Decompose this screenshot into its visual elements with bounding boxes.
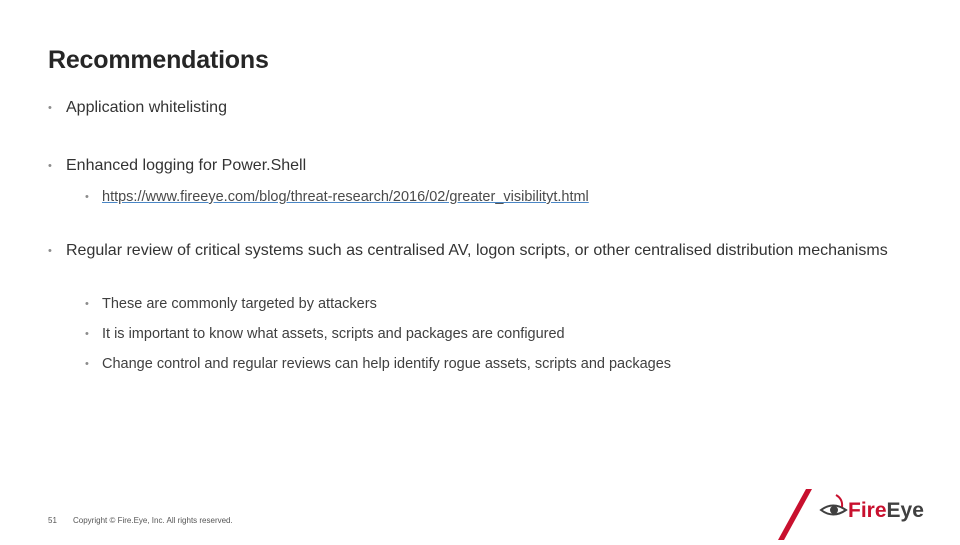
sub-bullet-dot: • <box>85 191 89 203</box>
sub-bullet-text: Change control and regular reviews can help identify rogue assets, scripts and packages <box>102 356 672 372</box>
bullet-text: Application whitelisting <box>66 99 227 116</box>
sub-bullet-blog-link <box>85 187 885 207</box>
sub-bullet-text: These are commonly targeted by attackers <box>102 296 377 312</box>
sub-bullet-targeted <box>85 294 885 314</box>
blog-link[interactable]: https://www.fireeye.com/blog/threat-research/2016/02/greater_visibilityt.html <box>102 189 589 205</box>
bullet-enhanced-logging <box>48 155 908 177</box>
svg-text:FireEye <box>848 499 924 522</box>
eye-icon <box>821 495 846 515</box>
bullet-application-whitelisting <box>48 97 908 119</box>
bullet-dot: • <box>48 160 52 172</box>
bullet-dot: • <box>48 102 52 114</box>
bullet-dot: • <box>48 245 52 257</box>
copyright-text: Copyright © Fire.Eye, Inc. All rights reserved. <box>73 516 233 525</box>
bullet-text: Enhanced logging for Power.Shell <box>66 157 307 174</box>
sub-bullet-text: It is important to know what assets, scripts and packages are configured <box>102 326 565 342</box>
sub-bullet-change-control <box>85 354 885 374</box>
bullet-text: Regular review of critical systems such as centralised AV, logon scripts, or other centralised distribution mechanisms <box>66 242 888 259</box>
sub-bullet-dot: • <box>85 328 89 340</box>
logo-text-fire: Fire <box>848 499 887 522</box>
red-slash <box>778 489 812 540</box>
bullet-regular-review <box>48 240 908 262</box>
sub-bullet-dot: • <box>85 358 89 370</box>
sub-bullet-know-assets <box>85 324 885 344</box>
sub-bullet-dot: • <box>85 298 89 310</box>
logo-text-eye: Eye <box>886 499 924 522</box>
slide-title: Recommendations <box>48 46 269 74</box>
fireeye-logo <box>770 485 960 540</box>
page-number: 51 <box>48 516 57 525</box>
